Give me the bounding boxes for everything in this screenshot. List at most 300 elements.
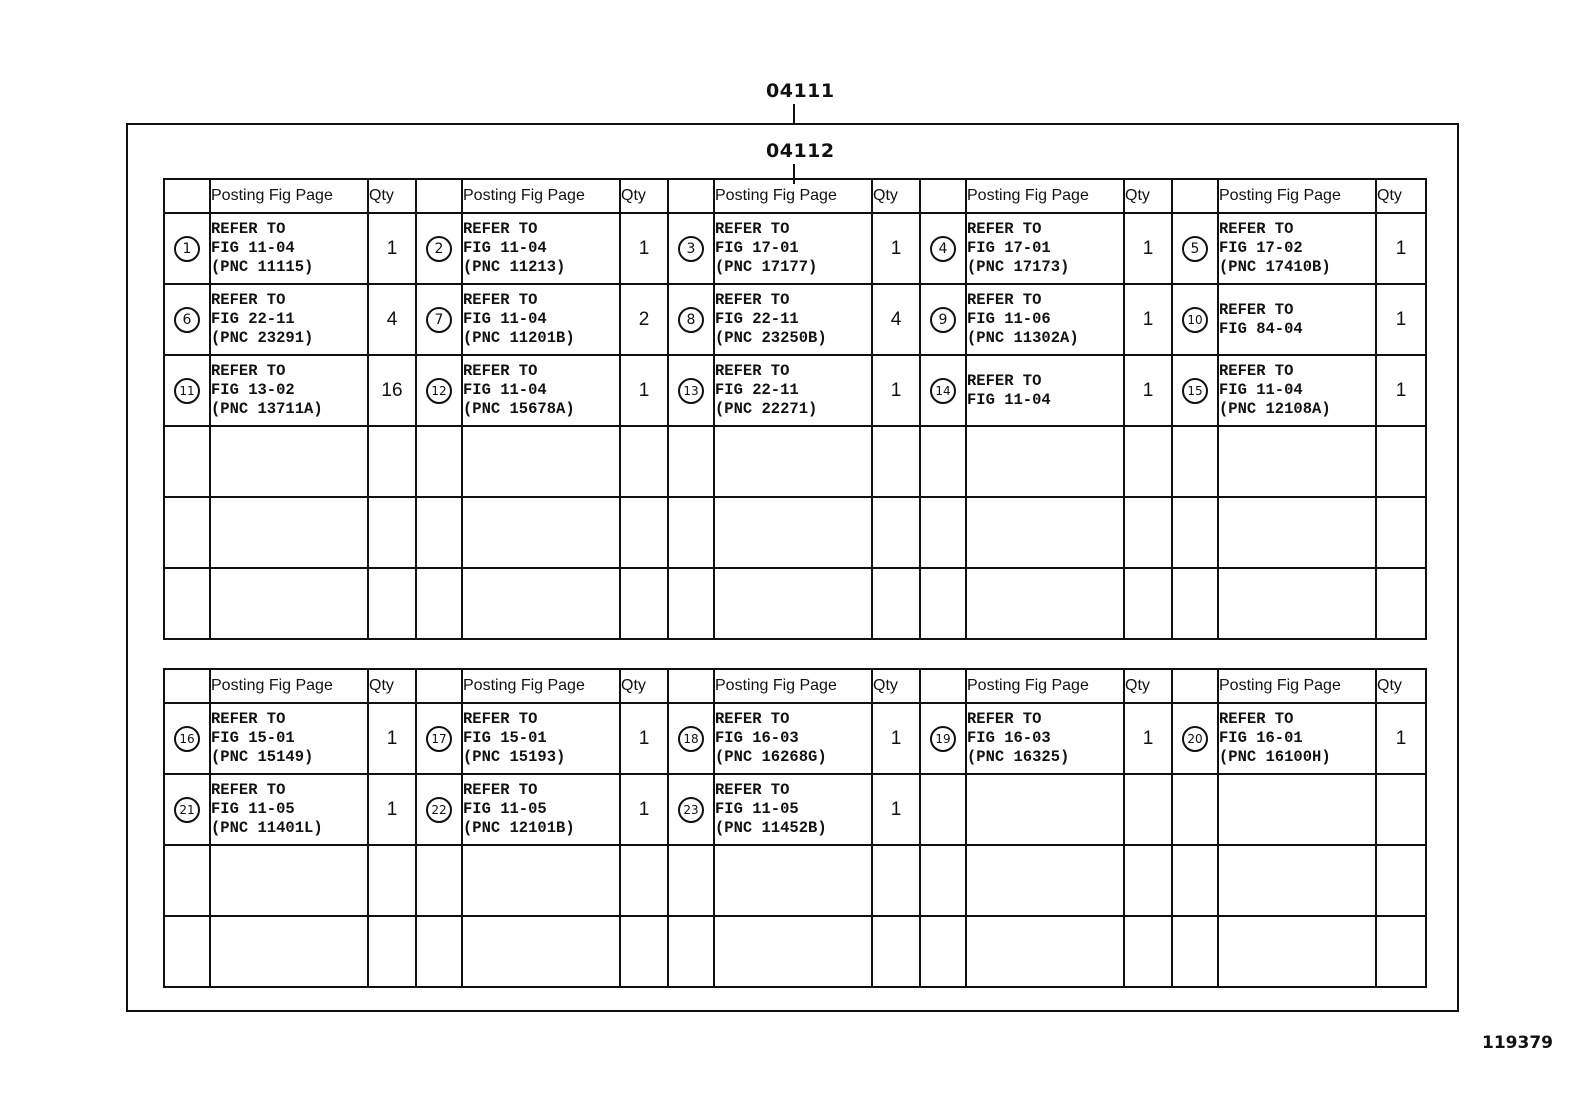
empty-cell (210, 568, 368, 639)
reference-cell (1218, 703, 1376, 774)
empty-cell (1218, 568, 1376, 639)
reference-line: (PNC 11201B) (463, 329, 575, 347)
header-blank-cell (1172, 179, 1218, 213)
empty-cell (1124, 497, 1172, 568)
item-number-callout: 10 (1182, 307, 1208, 333)
reference-line: REFER TO (463, 291, 538, 309)
reference-line: (PNC 23291) (211, 329, 314, 347)
qty-value: 16 (381, 379, 403, 401)
reference-line: FIG 11-04 (463, 381, 547, 399)
item-number-callout: 15 (1182, 378, 1208, 404)
reference-cell (462, 774, 620, 845)
reference-line: FIG 16-01 (1219, 729, 1303, 747)
reference-line: FIG 11-04 (463, 310, 547, 328)
header-posting-fig-page: Posting Fig Page (210, 179, 368, 213)
empty-cell (1124, 426, 1172, 497)
header-posting-fig-page: Posting Fig Page (1218, 669, 1376, 703)
item-number-cell (416, 355, 462, 426)
qty-cell (1124, 213, 1172, 284)
header-posting-fig-page: Posting Fig Page (210, 669, 368, 703)
reference-line: (PNC 12101B) (463, 819, 575, 837)
empty-cell (462, 497, 620, 568)
qty-cell (368, 213, 416, 284)
empty-cell (210, 916, 368, 987)
empty-cell (1172, 916, 1218, 987)
reference-cell (1218, 355, 1376, 426)
item-number-cell (164, 703, 210, 774)
item-number-callout: 8 (678, 307, 704, 333)
qty-cell (620, 355, 668, 426)
qty-cell (872, 284, 920, 355)
item-number-callout: 9 (930, 307, 956, 333)
reference-line: FIG 17-02 (1219, 239, 1303, 257)
qty-cell (368, 284, 416, 355)
reference-line: FIG 16-03 (715, 729, 799, 747)
table-row (164, 213, 1426, 284)
reference-line: REFER TO (715, 291, 790, 309)
header-qty: Qty (872, 669, 920, 703)
reference-cell (966, 703, 1124, 774)
reference-line: REFER TO (211, 781, 286, 799)
qty-value: 1 (638, 798, 650, 820)
empty-cell (872, 568, 920, 639)
item-number-cell (668, 284, 714, 355)
empty-cell (920, 916, 966, 987)
empty-cell (416, 568, 462, 639)
qty-value: 1 (386, 798, 398, 820)
header-qty: Qty (1124, 669, 1172, 703)
empty-cell (872, 497, 920, 568)
qty-value: 1 (1395, 237, 1407, 259)
empty-cell (164, 845, 210, 916)
reference-line: REFER TO (967, 220, 1042, 238)
item-number-cell (920, 355, 966, 426)
header-qty: Qty (1376, 669, 1426, 703)
reference-cell (966, 284, 1124, 355)
qty-cell (1124, 774, 1172, 845)
reference-line: REFER TO (211, 362, 286, 380)
reference-line: REFER TO (967, 291, 1042, 309)
reference-line: FIG 11-05 (715, 800, 799, 818)
item-number-callout: 11 (174, 378, 200, 404)
item-number-callout: 14 (930, 378, 956, 404)
empty-cell (462, 845, 620, 916)
reference-line: REFER TO (211, 220, 286, 238)
empty-cell (462, 568, 620, 639)
empty-cell (620, 845, 668, 916)
table-body (164, 703, 1426, 987)
reference-line: REFER TO (715, 220, 790, 238)
empty-cell (714, 426, 872, 497)
item-number-cell (668, 774, 714, 845)
empty-cell (416, 497, 462, 568)
qty-value: 1 (1142, 237, 1154, 259)
empty-cell (714, 916, 872, 987)
item-number-callout: 6 (174, 307, 200, 333)
reference-cell (462, 703, 620, 774)
item-number-callout: 1 (174, 236, 200, 262)
empty-cell (920, 845, 966, 916)
reference-line: (PNC 16100H) (1219, 748, 1331, 766)
item-number-callout: 7 (426, 307, 452, 333)
empty-cell (966, 497, 1124, 568)
item-number-callout: 21 (174, 797, 200, 823)
empty-cell (620, 497, 668, 568)
item-number-cell (416, 284, 462, 355)
empty-cell (714, 845, 872, 916)
empty-cell (620, 426, 668, 497)
reference-line: REFER TO (715, 781, 790, 799)
reference-line: FIG 17-01 (715, 239, 799, 257)
assembly-label-inner: 04112 (766, 140, 835, 162)
item-number-cell (1172, 774, 1218, 845)
table-body (164, 213, 1426, 639)
header-qty: Qty (1124, 179, 1172, 213)
reference-line: FIG 84-04 (1219, 319, 1303, 338)
header-qty: Qty (368, 179, 416, 213)
item-number-cell (416, 774, 462, 845)
item-number-callout: 23 (678, 797, 704, 823)
header-blank-cell (164, 179, 210, 213)
qty-cell (1376, 355, 1426, 426)
item-number-cell (1172, 284, 1218, 355)
empty-cell (920, 497, 966, 568)
qty-value: 1 (1142, 308, 1154, 330)
empty-cell (368, 845, 416, 916)
reference-line: REFER TO (1219, 300, 1294, 319)
reference-line: (PNC 16325) (967, 748, 1070, 766)
item-number-cell (164, 213, 210, 284)
item-number-cell (1172, 213, 1218, 284)
reference-line: REFER TO (1219, 710, 1294, 728)
item-number-callout: 2 (426, 236, 452, 262)
reference-line: FIG 11-04 (967, 390, 1051, 409)
header-posting-fig-page: Posting Fig Page (714, 669, 872, 703)
reference-line: REFER TO (463, 220, 538, 238)
qty-value: 1 (638, 727, 650, 749)
reference-table-1 (163, 178, 1427, 640)
empty-cell (668, 845, 714, 916)
reference-line: FIG 22-11 (715, 381, 799, 399)
empty-cell (416, 426, 462, 497)
reference-cell (210, 355, 368, 426)
empty-cell (368, 568, 416, 639)
empty-cell (1376, 845, 1426, 916)
empty-row (164, 568, 1426, 639)
empty-cell (920, 568, 966, 639)
qty-cell (620, 774, 668, 845)
table-header (164, 179, 1426, 213)
qty-cell (872, 774, 920, 845)
reference-line: REFER TO (211, 710, 286, 728)
reference-cell (1218, 213, 1376, 284)
header-blank-cell (416, 179, 462, 213)
qty-cell (872, 213, 920, 284)
reference-line: (PNC 11302A) (967, 329, 1079, 347)
reference-line: FIG 11-04 (1219, 381, 1303, 399)
item-number-cell (668, 355, 714, 426)
header-posting-fig-page: Posting Fig Page (966, 669, 1124, 703)
reference-line: (PNC 16268G) (715, 748, 827, 766)
reference-line: FIG 22-11 (715, 310, 799, 328)
item-number-callout: 3 (678, 236, 704, 262)
qty-cell (1376, 774, 1426, 845)
assembly-label-outer: 04111 (766, 80, 835, 102)
reference-line: REFER TO (715, 710, 790, 728)
header-blank-cell (668, 179, 714, 213)
table-row (164, 774, 1426, 845)
qty-cell (872, 703, 920, 774)
item-number-cell (920, 213, 966, 284)
item-number-cell (416, 213, 462, 284)
qty-value: 1 (1395, 308, 1407, 330)
reference-line: (PNC 13711A) (211, 400, 323, 418)
qty-cell (1124, 355, 1172, 426)
empty-cell (416, 845, 462, 916)
item-number-cell (920, 774, 966, 845)
qty-value: 1 (1395, 727, 1407, 749)
qty-value: 1 (890, 798, 902, 820)
empty-cell (872, 426, 920, 497)
empty-cell (210, 497, 368, 568)
reference-line: (PNC 11213) (463, 258, 566, 276)
item-number-callout: 20 (1182, 726, 1208, 752)
item-number-cell (668, 213, 714, 284)
item-number-cell (920, 284, 966, 355)
header-row (164, 179, 1426, 213)
empty-cell (966, 845, 1124, 916)
reference-cell (714, 774, 872, 845)
reference-cell (966, 774, 1124, 845)
qty-value: 4 (386, 308, 398, 330)
empty-cell (620, 568, 668, 639)
empty-cell (164, 426, 210, 497)
reference-line: FIG 15-01 (211, 729, 295, 747)
empty-cell (462, 426, 620, 497)
header-blank-cell (416, 669, 462, 703)
header-qty: Qty (620, 669, 668, 703)
qty-cell (1124, 284, 1172, 355)
qty-cell (620, 703, 668, 774)
header-posting-fig-page: Posting Fig Page (714, 179, 872, 213)
header-posting-fig-page: Posting Fig Page (1218, 179, 1376, 213)
reference-line: REFER TO (463, 710, 538, 728)
reference-line: (PNC 17410B) (1219, 258, 1331, 276)
table-header (164, 669, 1426, 703)
item-number-cell (1172, 703, 1218, 774)
qty-value: 1 (1142, 727, 1154, 749)
empty-cell (1376, 426, 1426, 497)
qty-value: 1 (1395, 379, 1407, 401)
empty-cell (966, 426, 1124, 497)
item-number-cell (668, 703, 714, 774)
header-blank-cell (920, 669, 966, 703)
qty-value: 1 (890, 727, 902, 749)
qty-value: 1 (386, 727, 398, 749)
header-qty: Qty (368, 669, 416, 703)
empty-cell (1124, 568, 1172, 639)
empty-cell (872, 845, 920, 916)
empty-cell (368, 426, 416, 497)
reference-line: FIG 17-01 (967, 239, 1051, 257)
header-blank-cell (1172, 669, 1218, 703)
empty-cell (1376, 568, 1426, 639)
qty-cell (620, 213, 668, 284)
reference-cell (714, 703, 872, 774)
empty-cell (1376, 916, 1426, 987)
item-number-callout: 19 (930, 726, 956, 752)
reference-line: FIG 13-02 (211, 381, 295, 399)
qty-value: 1 (638, 379, 650, 401)
empty-cell (210, 426, 368, 497)
item-number-callout: 12 (426, 378, 452, 404)
empty-cell (1218, 845, 1376, 916)
qty-cell (1376, 213, 1426, 284)
empty-cell (164, 497, 210, 568)
header-posting-fig-page: Posting Fig Page (966, 179, 1124, 213)
qty-value: 1 (638, 237, 650, 259)
item-number-cell (1172, 355, 1218, 426)
item-number-callout: 16 (174, 726, 200, 752)
item-number-cell (164, 774, 210, 845)
item-number-callout: 22 (426, 797, 452, 823)
table-row (164, 284, 1426, 355)
item-number-cell (416, 703, 462, 774)
reference-line: REFER TO (967, 371, 1042, 390)
table-row (164, 355, 1426, 426)
reference-line: (PNC 23250B) (715, 329, 827, 347)
empty-row (164, 426, 1426, 497)
qty-value: 1 (1142, 379, 1154, 401)
qty-cell (368, 703, 416, 774)
reference-line: REFER TO (715, 362, 790, 380)
qty-cell (1376, 703, 1426, 774)
reference-line: REFER TO (463, 781, 538, 799)
empty-cell (164, 916, 210, 987)
empty-cell (462, 916, 620, 987)
header-posting-fig-page: Posting Fig Page (462, 179, 620, 213)
item-number-cell (164, 355, 210, 426)
reference-line: FIG 11-04 (463, 239, 547, 257)
header-row (164, 669, 1426, 703)
reference-cell (714, 284, 872, 355)
empty-cell (1218, 916, 1376, 987)
reference-line: (PNC 15193) (463, 748, 566, 766)
item-number-callout: 13 (678, 378, 704, 404)
empty-cell (668, 916, 714, 987)
reference-line: (PNC 11401L) (211, 819, 323, 837)
reference-line: REFER TO (1219, 362, 1294, 380)
empty-cell (620, 916, 668, 987)
empty-row (164, 497, 1426, 568)
header-blank-cell (668, 669, 714, 703)
reference-table-2 (163, 668, 1427, 988)
empty-row (164, 916, 1426, 987)
empty-cell (966, 568, 1124, 639)
leader-line-outer (793, 104, 795, 124)
item-number-callout: 18 (678, 726, 704, 752)
empty-cell (1376, 497, 1426, 568)
reference-line: FIG 11-06 (967, 310, 1051, 328)
empty-cell (872, 916, 920, 987)
item-number-callout: 17 (426, 726, 452, 752)
table-row (164, 703, 1426, 774)
empty-cell (668, 426, 714, 497)
reference-line: REFER TO (463, 362, 538, 380)
reference-line: FIG 15-01 (463, 729, 547, 747)
figure-number: 119379 (1482, 1033, 1553, 1053)
reference-line: FIG 11-04 (211, 239, 295, 257)
empty-cell (1172, 568, 1218, 639)
header-qty: Qty (1376, 179, 1426, 213)
reference-cell (462, 213, 620, 284)
qty-value: 1 (890, 237, 902, 259)
qty-cell (872, 355, 920, 426)
empty-cell (1218, 497, 1376, 568)
reference-line: (PNC 15149) (211, 748, 314, 766)
reference-cell (210, 284, 368, 355)
reference-line: REFER TO (967, 710, 1042, 728)
empty-cell (668, 497, 714, 568)
empty-cell (416, 916, 462, 987)
reference-cell (462, 284, 620, 355)
qty-cell (368, 774, 416, 845)
empty-cell (1218, 426, 1376, 497)
reference-line: REFER TO (1219, 220, 1294, 238)
empty-cell (1124, 916, 1172, 987)
empty-cell (668, 568, 714, 639)
qty-value: 1 (890, 379, 902, 401)
reference-cell (966, 213, 1124, 284)
reference-line: (PNC 11115) (211, 258, 314, 276)
empty-cell (714, 497, 872, 568)
empty-cell (164, 568, 210, 639)
header-blank-cell (920, 179, 966, 213)
reference-cell (1218, 284, 1376, 355)
item-number-callout: 4 (930, 236, 956, 262)
qty-value: 1 (386, 237, 398, 259)
empty-cell (966, 916, 1124, 987)
reference-line: (PNC 17177) (715, 258, 818, 276)
empty-row (164, 845, 1426, 916)
reference-line: (PNC 15678A) (463, 400, 575, 418)
reference-line: (PNC 17173) (967, 258, 1070, 276)
qty-cell (368, 355, 416, 426)
item-number-cell (164, 284, 210, 355)
reference-line: FIG 16-03 (967, 729, 1051, 747)
qty-value: 2 (638, 308, 650, 330)
empty-cell (1172, 426, 1218, 497)
item-number-callout: 5 (1182, 236, 1208, 262)
reference-cell (714, 213, 872, 284)
reference-line: FIG 22-11 (211, 310, 295, 328)
reference-line: (PNC 22271) (715, 400, 818, 418)
reference-cell (210, 213, 368, 284)
reference-cell (210, 703, 368, 774)
qty-value: 4 (890, 308, 902, 330)
item-number-cell (920, 703, 966, 774)
empty-cell (1172, 497, 1218, 568)
reference-line: FIG 11-05 (463, 800, 547, 818)
empty-cell (714, 568, 872, 639)
reference-cell (462, 355, 620, 426)
empty-cell (368, 497, 416, 568)
reference-cell (714, 355, 872, 426)
empty-cell (368, 916, 416, 987)
empty-cell (1124, 845, 1172, 916)
reference-line: (PNC 11452B) (715, 819, 827, 837)
reference-cell (1218, 774, 1376, 845)
